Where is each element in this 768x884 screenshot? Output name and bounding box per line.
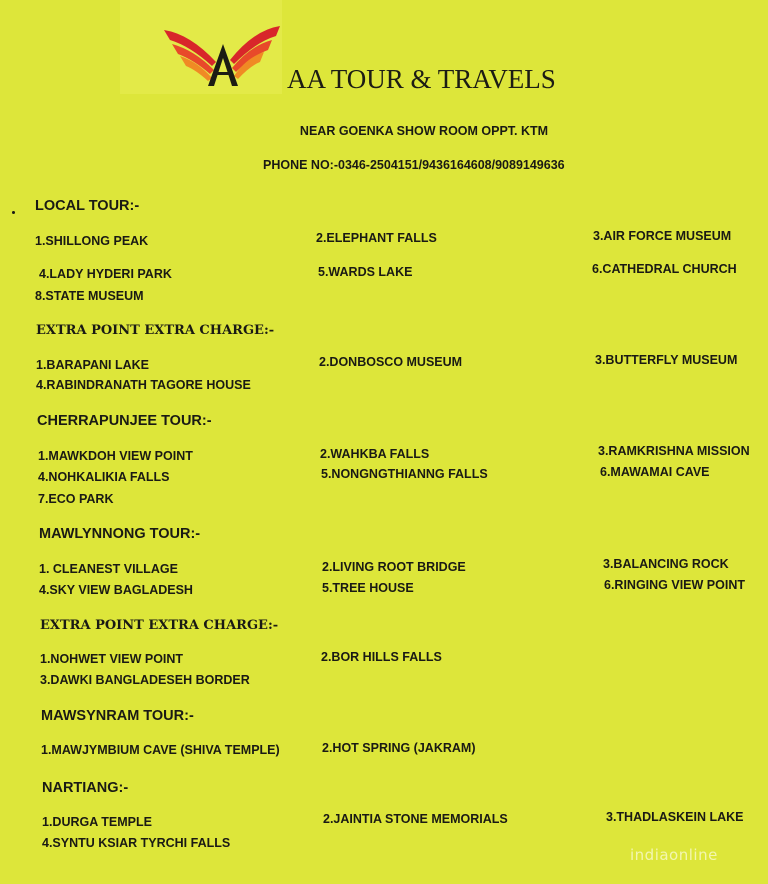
list-item: 4.RABINDRANATH TAGORE HOUSE [36, 378, 251, 392]
wings-logo-icon [120, 0, 282, 94]
list-item: 2.DONBOSCO MUSEUM [319, 355, 463, 369]
section-title-extra-charge: EXTRA POINT EXTRA CHARGE:- [36, 323, 275, 338]
watermark: indiaonline [630, 846, 718, 864]
list-item: 1.DURGA TEMPLE [42, 815, 152, 829]
list-item: 2.LIVING ROOT BRIDGE [322, 560, 466, 574]
list-item: 2.JAINTIA STONE MEMORIALS [323, 812, 508, 826]
list-item: 3.BUTTERFLY MUSEUM [595, 353, 738, 367]
section-title-cherrapunjee-tour: CHERRAPUNJEE TOUR:- [37, 413, 212, 429]
list-item: 1.MAWKDOH VIEW POINT [38, 449, 193, 463]
list-item: 3.BALANCING ROCK [603, 557, 729, 571]
list-item: 3.RAMKRISHNA MISSION [598, 444, 750, 458]
list-item: 1.NOHWET VIEW POINT [40, 652, 184, 666]
list-item: 6.MAWAMAI CAVE [600, 465, 710, 479]
list-item: 5.TREE HOUSE [322, 581, 414, 595]
section-title-mawsynram-tour: MAWSYNRAM TOUR:- [41, 708, 194, 724]
list-item: 6.CATHEDRAL CHURCH [592, 262, 737, 276]
section-title-local-tour: LOCAL TOUR:- [35, 198, 140, 214]
list-item: 4.SYNTU KSIAR TYRCHI FALLS [42, 836, 231, 850]
section-title-nartiang: NARTIANG:- [42, 780, 129, 796]
bullet-dot-icon [12, 211, 15, 214]
list-item: 4.LADY HYDERI PARK [39, 267, 172, 281]
list-item: 7.ECO PARK [38, 492, 114, 506]
list-item: 4.NOHKALIKIA FALLS [38, 470, 170, 484]
list-item: 2.WAHKBA FALLS [320, 447, 430, 461]
address: NEAR GOENKA SHOW ROOM OPPT. KTM [299, 124, 549, 138]
list-item: 5.NONGNGTHIANNG FALLS [321, 467, 488, 481]
list-item: 5.WARDS LAKE [318, 265, 413, 279]
list-item: 2.ELEPHANT FALLS [316, 231, 437, 245]
phone-numbers: PHONE NO:-0346-2504151/9436164608/9089149636 [263, 158, 565, 172]
list-item: 2.HOT SPRING (JAKRAM) [322, 741, 476, 755]
section-title-extra-charge: EXTRA POINT EXTRA CHARGE:- [40, 618, 279, 633]
list-item: 2.BOR HILLS FALLS [321, 650, 442, 664]
list-item: 1.BARAPANI LAKE [36, 358, 149, 372]
list-item: 1.SHILLONG PEAK [35, 234, 149, 248]
list-item: 4.SKY VIEW BAGLADESH [39, 583, 193, 597]
section-title-mawlynnong-tour: MAWLYNNONG TOUR:- [39, 526, 201, 542]
list-item: 1. CLEANEST VILLAGE [39, 562, 178, 576]
logo [120, 0, 282, 94]
list-item: 8.STATE MUSEUM [35, 289, 144, 303]
list-item: 1.MAWJYMBIUM CAVE (SHIVA TEMPLE) [41, 743, 280, 757]
list-item: 3.THADLASKEIN LAKE [606, 810, 744, 824]
brand-name: AA TOUR & TRAVELS [287, 64, 556, 94]
list-item: 6.RINGING VIEW POINT [604, 578, 745, 592]
list-item: 3.AIR FORCE MUSEUM [593, 229, 732, 243]
list-item: 3.DAWKI BANGLADESEH BORDER [40, 673, 250, 687]
